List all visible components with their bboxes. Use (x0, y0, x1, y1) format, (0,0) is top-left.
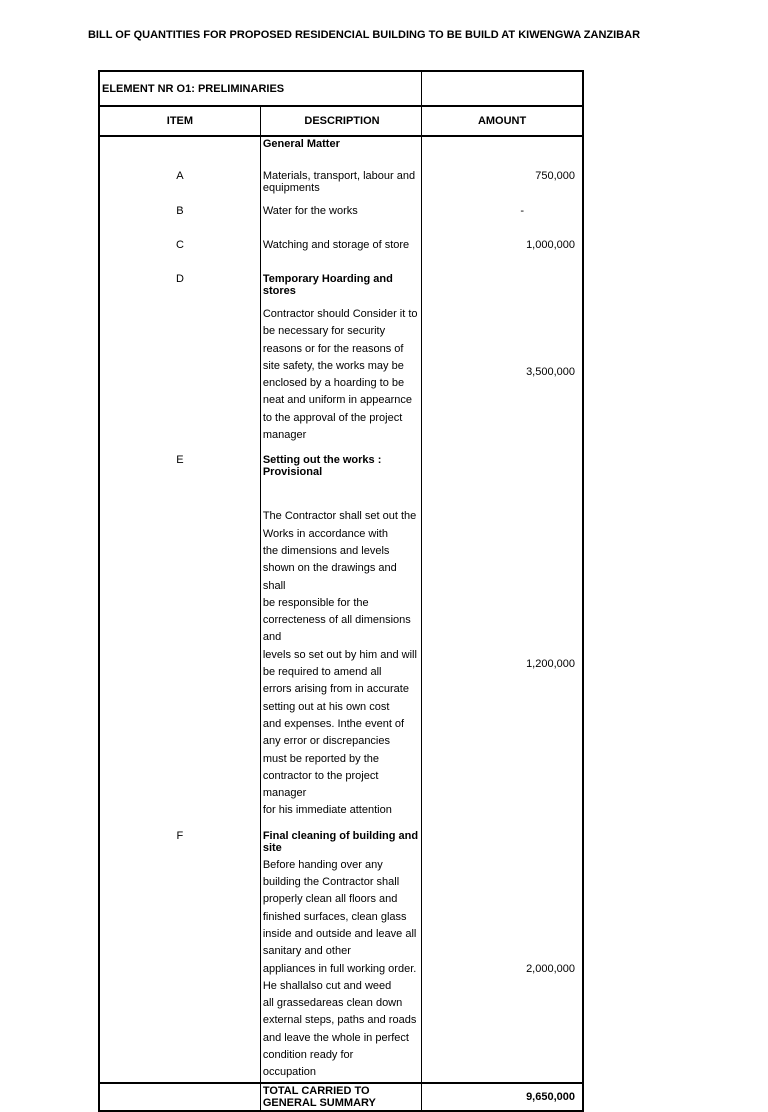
description-line: must be reported by the contractor to the project manager (262, 752, 380, 800)
item-description: Water for the works (260, 204, 421, 239)
document-title: BILL OF QUANTITIES FOR PROPOSED RESIDENCIAL BUILDING TO BE BUILD AT KIWENGWA ZANZIBAR (87, 29, 641, 41)
table-row (99, 239, 583, 273)
total-row (99, 1083, 583, 1111)
item-heading: Temporary Hoarding and stores (260, 273, 421, 299)
item-amount: - (422, 204, 583, 239)
item-description (260, 856, 421, 1083)
description-line: enclosed by a hoarding to be neat and uniform in appearnce (262, 377, 413, 407)
description-line: errors arising from in accurate setting out at his own cost (262, 683, 409, 713)
header-item: ITEM (99, 106, 260, 136)
header-row (99, 106, 583, 136)
total-amount: 9,650,000 (422, 1083, 583, 1111)
item-code: C (99, 239, 260, 273)
description-line: the dimensions and levels shown on the drawings and shall (262, 544, 397, 592)
description-line: inside and outside and leave all sanitary and other (262, 927, 417, 958)
item-amount: 2,000,000 (422, 856, 583, 1083)
header-amount: AMOUNT (422, 106, 583, 136)
item-code: A (99, 161, 260, 204)
description-line: for his immediate attention (262, 804, 392, 817)
description-line: all grassedareas clean down external steps, paths and roads (262, 997, 417, 1027)
item-amount: 3,500,000 (422, 299, 583, 444)
description-line: Contractor should Consider it to be necessary for security (262, 308, 418, 338)
item-description: Watching and storage of store (260, 239, 421, 273)
item-amount: 1,200,000 (422, 490, 583, 819)
item-heading: Setting out the works : Provisional (260, 444, 421, 490)
element-amount-cell (422, 71, 583, 106)
table-row (99, 444, 583, 490)
item-description: Materials, transport, labour and equipments (260, 161, 421, 204)
description-line: reasons or for the reasons of site safety, the works may be (262, 342, 404, 372)
description-line: be responsible for the correcteness of all dimensions and (262, 596, 411, 644)
table-row (99, 820, 583, 856)
description-line: appliances in full working order. He shallalso cut and weed (262, 962, 417, 992)
element-row (99, 71, 583, 106)
table-row (99, 273, 583, 299)
description-line: properly clean all floors and finished surfaces, clean glass (262, 893, 407, 923)
bill-of-quantities-table (98, 70, 584, 1112)
table-row (99, 204, 583, 239)
table-row (99, 490, 583, 819)
section-heading: General Matter (260, 136, 421, 161)
description-line: The Contractor shall set out the Works in accordance with (262, 510, 417, 540)
description-line: to the approval of the project manager (262, 411, 403, 442)
item-amount: 750,000 (422, 161, 583, 204)
table-row (99, 161, 583, 204)
table-row (99, 136, 583, 161)
total-label: TOTAL CARRIED TO GENERAL SUMMARY (260, 1083, 421, 1111)
description-line: and leave the whole in perfect condition ready for (262, 1031, 409, 1061)
item-code: E (99, 444, 260, 490)
item-description (260, 299, 421, 444)
table-row (99, 856, 583, 1083)
element-title: ELEMENT NR O1: PRELIMINARIES (99, 71, 422, 106)
description-line: Before handing over any building the Contractor shall (262, 858, 400, 889)
table-row (99, 299, 583, 444)
item-code: F (99, 820, 260, 856)
item-description (260, 490, 421, 819)
description-line: levels so set out by him and will be required to amend all (262, 648, 417, 679)
item-heading: Final cleaning of building and site (260, 820, 421, 856)
item-code: B (99, 204, 260, 239)
description-line: and expenses. Inthe event of any error or discrepancies (262, 717, 405, 748)
description-line: occupation (262, 1066, 317, 1079)
item-amount: 1,000,000 (422, 239, 583, 273)
header-description: DESCRIPTION (260, 106, 421, 136)
item-code: D (99, 273, 260, 299)
